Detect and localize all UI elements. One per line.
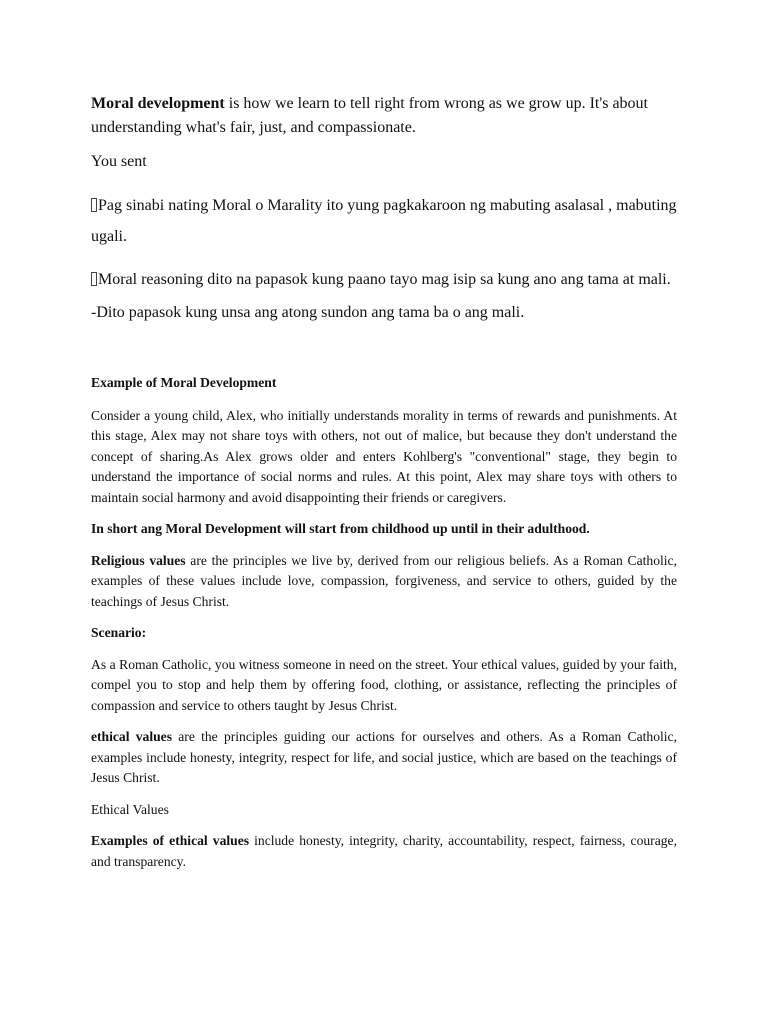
- religious-values-paragraph: [91, 551, 677, 613]
- document-page: [91, 92, 677, 883]
- intro-paragraph: [91, 92, 677, 140]
- examples-ethical-term: Examples of ethical values: [91, 833, 250, 848]
- tagalog-line-2: [91, 264, 677, 295]
- example-heading: Example of Moral Development: [91, 375, 277, 390]
- examples-ethical-paragraph: [91, 831, 677, 872]
- in-short-paragraph: In short ang Moral Development will start from childhood up until in their adulthood.: [91, 521, 590, 536]
- example-paragraph: Consider a young child, Alex, who initially understands morality in terms of rewards and punishments. At this stage, Alex may not share toys with others, not out of malice, but because they don't understand the concept of sharing.As Alex grows older and enters Kohlberg's "conventional" stage, they begin to understand the importance of social norms and rules. At this point, Alex may share toys with others to maintain social harmony and avoid disappointing their friends or caregivers.: [91, 407, 677, 505]
- missing-glyph-icon: [91, 272, 97, 286]
- tagalog-line-1-text: Pag sinabi nating Moral o Marality ito yung pagkakaroon ng mabuting asalasal , mabuting ugali.: [91, 197, 677, 245]
- scenario-heading: Scenario:: [91, 625, 147, 640]
- ethical-values-paragraph: [91, 727, 677, 789]
- religious-values-term: Religious values: [91, 552, 186, 568]
- tagalog-line-2-text: Moral reasoning dito na papasok kung paano tayo mag isip sa kung ano ang tama at mali.: [98, 271, 671, 288]
- ethical-values-term: ethical values: [91, 729, 173, 744]
- examples-ethical-text: include honesty, integrity, charity, accountability, respect, fairness, courage, and transparency.: [91, 833, 677, 869]
- intro-text: is how we learn to tell right from wrong as we grow up. It's about understanding what's fair, just, and compassionate.: [91, 95, 648, 136]
- scenario-paragraph: As a Roman Catholic, you witness someone in need on the street. Your ethical values, guided by your faith, compel you to stop and help them by offering food, clothing, or assistance, reflecting the principles of compassion and service to others taught by Jesus Christ.: [91, 656, 677, 713]
- tagalog-line-3: -Dito papasok kung unsa ang atong sundon ang tama ba o ang mali.: [91, 304, 525, 321]
- ethical-values-heading: Ethical Values: [91, 801, 169, 817]
- ethical-values-text: are the principles guiding our actions for ourselves and others. As a Roman Catholic, examples include honesty, integrity, respect for life, and social justice, which are based on the teachings of Jesus Christ.: [91, 729, 677, 785]
- religious-values-text: are the principles we live by, derived from our religious beliefs. As a Roman Catholic, examples of these values include love, compassion, forgiveness, and service to others, guided by the teachings of Jesus Christ.: [91, 552, 677, 609]
- missing-glyph-icon: [91, 198, 97, 212]
- tagalog-line-1: [91, 190, 677, 252]
- intro-term: Moral development: [91, 95, 225, 112]
- you-sent-label: You sent: [91, 153, 147, 170]
